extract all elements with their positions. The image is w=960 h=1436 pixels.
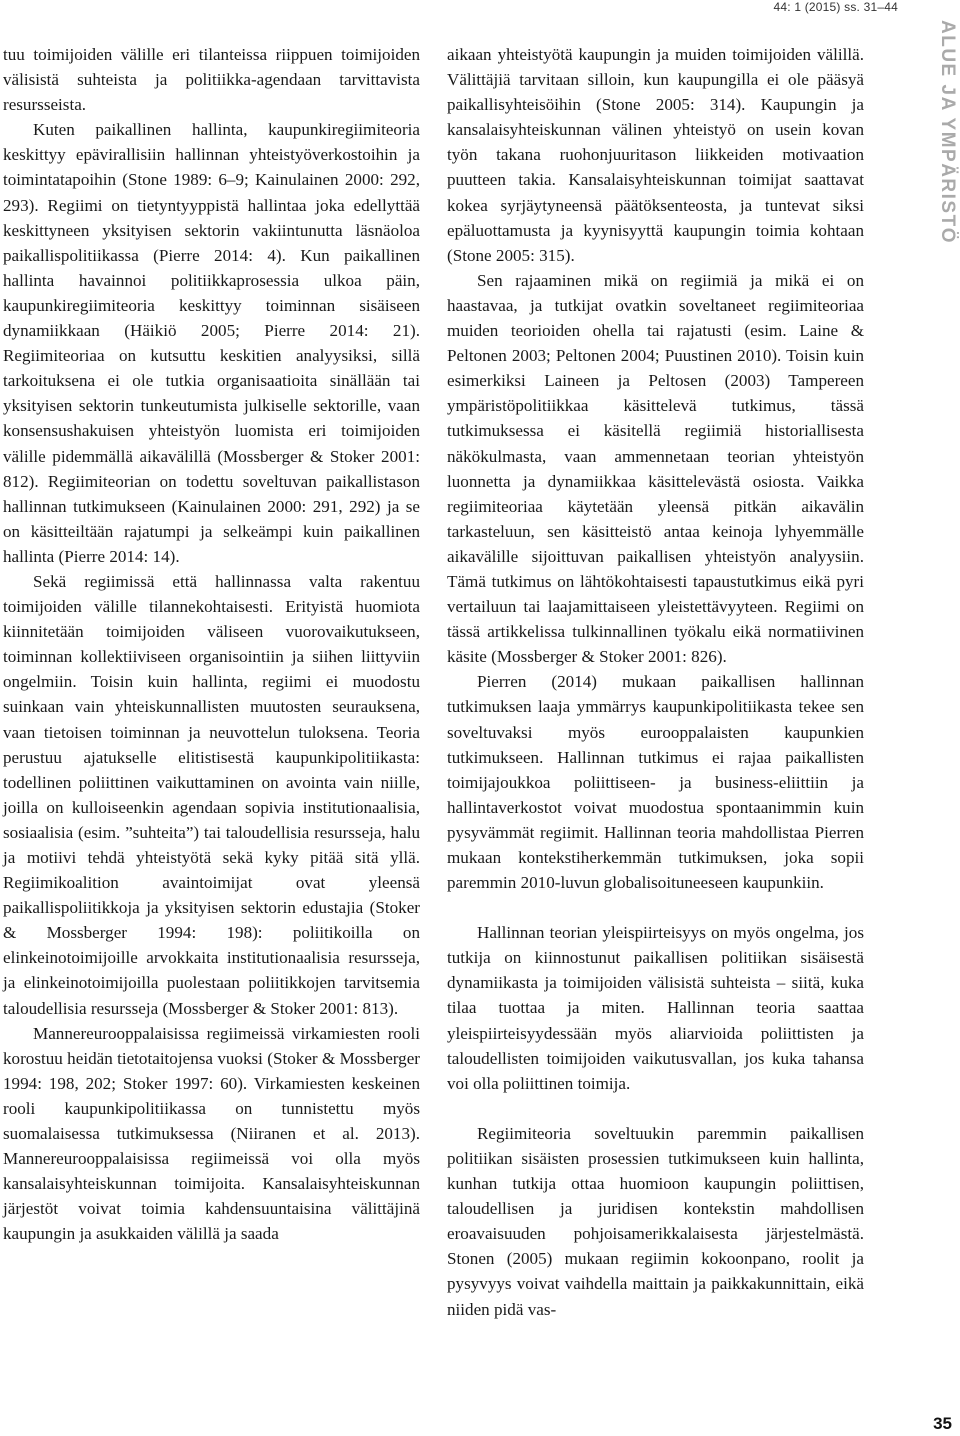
paragraph: Pierren (2014) mukaan paikallisen hallinnan tutkimuksen laaja ymmärrys kaupunkipolitiikasta tekee sen soveltuvaksi myös eurooppalaisten kaupunkien tutkimukseen. Hallinnan tutkimus ei rajaa paikallisten toimijajoukkoa poliittiseen- ja business-eliittiin ja hallintaverkostot voivat muodostua spontaanimmin kuin pysyvämmät regiimit. Hallinnan teoria mahdollistaa Pierren mukaan kontekstiherkemmän tutkimuksen, joka sopii paremmin 2010-luvun globalisoituneeseen kaupunkiin. bbox=[447, 672, 864, 893]
paragraph: aikaan yhteistyötä kaupungin ja muiden toimijoiden välillä. Välittäjiä tarvitaan silloin, kun kaupungilla ei ole pääsyä paikallisyhteisöihin (Stone 2005: 314). Kaupungin ja kansalaisyhteiskunnan välinen yhteistyö on usein kovan työn takana ruohonjuuritason liikkeiden motivaation puutteen takia. Kansalaisyhteiskunnan toimijat saattavat kokea syrjäytyneensä päätöksenteosta, ja tuntevat siksi epäluottamusta ja kyynisyyttä kaupungin toimia kohtaan (Stone 2005: 315). bbox=[447, 45, 864, 265]
paragraph: tuu toimijoiden välille eri tilanteissa riippuen toimijoiden välisistä suhteista ja politiikka-agendaan tarvittavista resursseista. bbox=[3, 45, 420, 115]
paragraph: Mannereurooppalaisissa regiimeissä virkamiesten rooli korostuu heidän tietotaitojensa vuoksi (Stoker & Mossberger 1994: 198, 202; Stoker 1997: 60). Virkamiesten keskeinen rooli kaupunkipolitiikassa on tunnistettu myös suomalaisessa tutkimuksessa (Niiranen et al. 2013). Mannereurooppalaisissa regiimeissä voi olla myös kansalaisyhteiskunnan toimijoita. Kansalaisyhteiskunnan järjestöt voivat toimia kahdensuuntaisina välittäjinä kaupungin ja asukkaiden välillä ja saada bbox=[3, 1023, 420, 1244]
paragraph: Sekä regiimissä että hallinnassa valta rakentuu toimijoiden välille tilannekohtaisesti. Erityistä huomiota kiinnitetään toimijoiden väliseen vuorovaikutukseen, toiminnan kollektiiviseen organisointiin ja siihen liittyviin ongelmiin. Toisin kuin hallinta, regiimi ei muodostu suinkaan vain yhteiskunnallisten muutosten seurauksena, vaan tietoisen toiminnan ja neuvottelun tuloksena. Teoria perustuu ajatukselle elitistisestä kaupunkipolitiikasta: todellinen poliittinen vaikuttaminen on avointa vain niille, joilla on kulloiseenkin agendaan sopivia institutionaalisia, sosiaalisia (esim. ”suhteita”) tai taloudellisia resursseja, halu ja motiivi tehdä yhteistyötä sekä kyky pitää sitä yllä. Regiimikoalition avaintoimijat ovat yleensä paikallispoliitikkoja ja yksityisen sektorin edustajia (Stoker & Mossberger 1994: 198): poliitikoilla on elinkeinotoimijoille arvokkaita institutionaalisia resursseja, ja elinkeinotoimijoilla puolestaan poliitikkojen tarvitsemia taloudellisia resursseja (Mossberger & Stoker 2001: 813). bbox=[3, 571, 420, 1018]
paragraph: Regiimiteoria soveltuukin paremmin paikallisen politiikan sisäisten prosessien tutkimukseen kuin hallinta, kunhan tutkija ottaa huomioon kaupungin poliittisen, taloudellisen ja juridisen kontekstin mahdollisen eroavaisuuden pohjoisamerikkalaisesta järjestelmästä. Stonen (2005) mukaan regiimin kokoonpano, roolit ja pysyvyys voivat vaihdella maittain ja paikkakunnittain, eikä niiden pidä vas- bbox=[447, 1123, 864, 1319]
paragraph: Hallinnan teorian yleispiirteisyys on myös ongelma, jos tutkija on kiinnostunut paikallisen politiikan sisäisestä dynamiikasta ja toimijoiden välisistä suhteista – siitä, kuka tilaa tuottaa ja miten. Hallinnan teoria saattaa yleispiirteisyydessään myös aliarvioida poliittisten ja taloudellisten toimijoiden vaikutusvallan, jos kuka tahansa voi olla poliittinen toimija. bbox=[447, 923, 864, 1093]
paragraph: Sen rajaaminen mikä on regiimiä ja mikä ei on haastavaa, ja tutkijat ovatkin soveltaneet regiimiteoriaa muiden teorioiden ohella tai rajatusti (esim. Laine & Peltonen 2003; Peltonen 2004; Puustinen 2010). Toisin kuin esimerkiksi Laineen ja Peltosen (2003) Tampereen ympäristöpolitiikkaa käsittelevä tutkimus, tässä tutkimuksessa ei käsitellä regiimiä historiallisesta näkökulmasta, vaan ammennetaan teorian yhteistyön luonnetta ja dynamiikkaa käsittelevästä osiosta. Vaikka regiimiteoriaa käytetään yleensä pitkän aikavälin tarkasteluun, sen käsitteistö antaa keinoja lyhyemmälle aikavälille sijoittuvan paikallisen yhteistyön analyysiin. Tämä tutkimus on lähtökohtaisesti tapaustutkimus eikä pyri vertailuun tai laajamittaiseen yleistettävyyteen. Regiimi on tässä artikkelissa tulkinnallinen työkalu eikä normatiivinen käsite (Mossberger & Stoker 2001: 826). bbox=[447, 270, 864, 667]
paragraph: Kuten paikallinen hallinta, kaupunkiregiimiteoria keskittyy epävirallisiin hallinnan yhteistyöverkostoihin ja toimintatapoihin (Stone 1989: 6–9; Kainulainen 2000: 292, 293). Regiimi on tietyntyyppistä hallintaa joka edellyttää keskittyneen yksityisen sektorin vakiintunutta läsnäoloa paikallispolitiikassa (Pierre 2014: 4). Kun paikallinen hallinta havainnoi politiikkaprosessia ulkoa päin, kaupunkiregiimiteoria keskittyy toiminnan sisäiseen dynamiikkaan (Häikiö 2005; Pierre 2014: 21). Regiimiteoriaa on kutsuttu keskitien analyysiksi, sillä tarkoituksena ei ole tutkia organisaatioita sinällään tai yksityisen sektorin tunkeutumista julkiselle sektorille, vaan konsensushakuisen yhteistyön luomista eri toimijoiden välille pidemmällä aikavälillä (Mossberger & Stoker 2001: 812). Regiimiteorian on todettu soveltuvan paikallistason hallinnan tutkimukseen (Kainulainen 2000: 291, 292) ja se on käsitteiltään rajatumpi ja selkeämpi kuin paikallinen hallinta (Pierre 2014: 14). bbox=[3, 120, 420, 566]
right-column bbox=[447, 42, 864, 1322]
journal-side-title: ALUE JA YMPÄRISTÖ bbox=[937, 20, 958, 244]
left-column bbox=[3, 42, 420, 1247]
journal-reference: 44: 1 (2015) ss. 31–44 bbox=[773, 0, 898, 14]
page-number: 35 bbox=[933, 1414, 952, 1433]
